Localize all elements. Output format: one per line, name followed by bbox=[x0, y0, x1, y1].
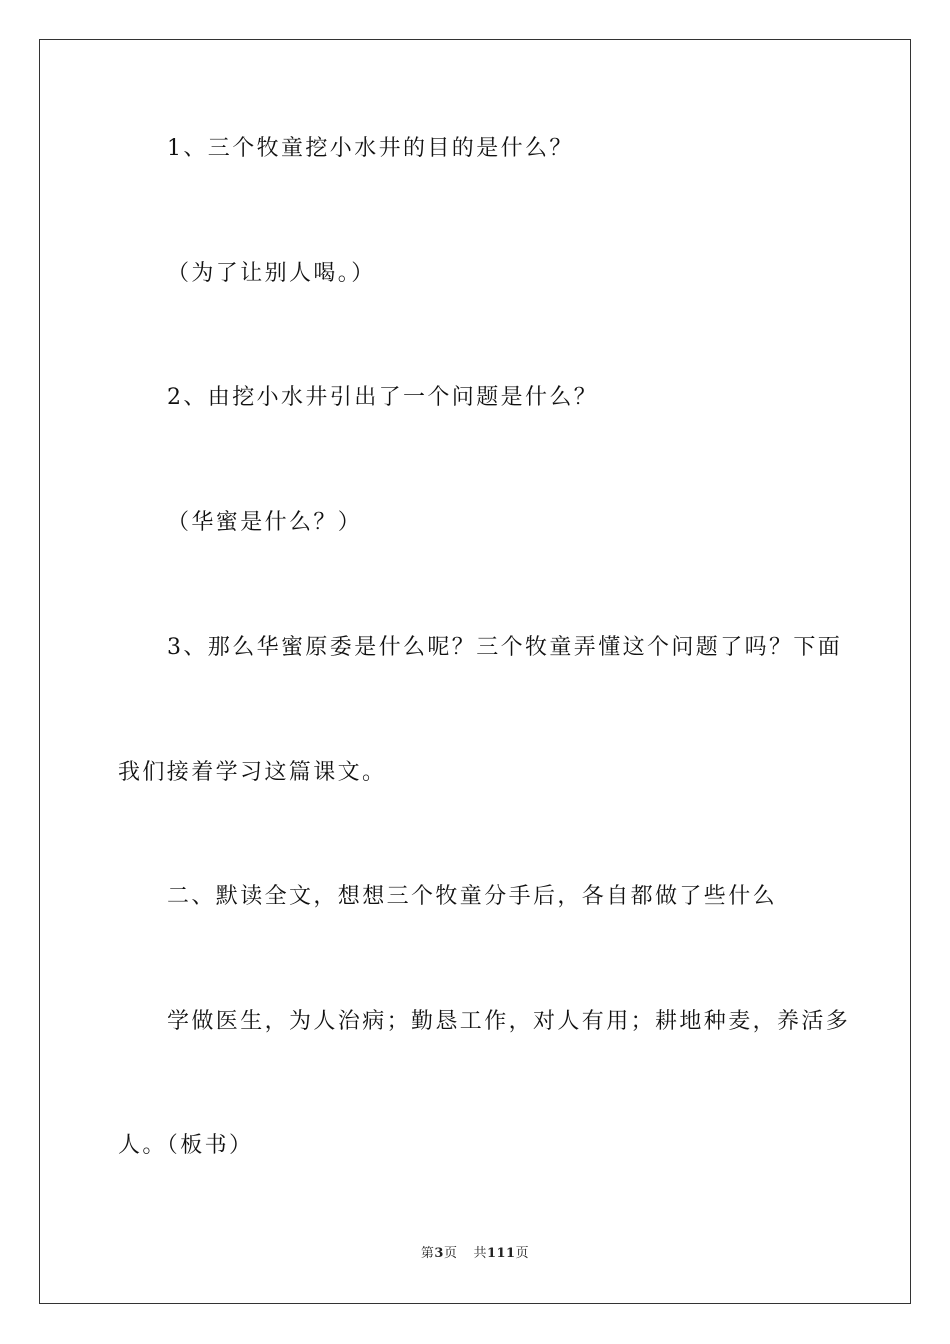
page-suffix: 页 bbox=[443, 1246, 458, 1261]
page-border bbox=[39, 39, 911, 1304]
page-prefix: 第 bbox=[420, 1246, 435, 1261]
page-number: 3 bbox=[434, 1246, 444, 1261]
total-prefix: 共 bbox=[473, 1246, 487, 1261]
question-1: 1、三个牧童挖小水井的目的是什么？ bbox=[167, 136, 574, 161]
section-2-body-line-2: 人。（板书） bbox=[118, 1133, 254, 1158]
section-2-heading: 二、默读全文，想想三个牧童分手后，各自都做了些什么 bbox=[167, 884, 778, 909]
section-2-body-line-1: 学做医生，为人治病；勤恳工作，对人有用；耕地种麦，养活多 bbox=[167, 1009, 851, 1034]
question-2: 2、由挖小水井引出了一个问题是什么？ bbox=[167, 385, 599, 410]
total-pages: 111 bbox=[486, 1246, 516, 1261]
question-3-line-2: 我们接着学习这篇课文。 bbox=[118, 760, 387, 785]
page-footer bbox=[0, 1244, 950, 1264]
answer-2: （华蜜是什么？） bbox=[167, 510, 363, 535]
question-3-line-1: 3、那么华蜜原委是什么呢？三个牧童弄懂这个问题了吗？下面 bbox=[167, 635, 843, 660]
answer-1: （为了让别人喝。） bbox=[167, 261, 376, 286]
total-suffix: 页 bbox=[515, 1246, 530, 1261]
